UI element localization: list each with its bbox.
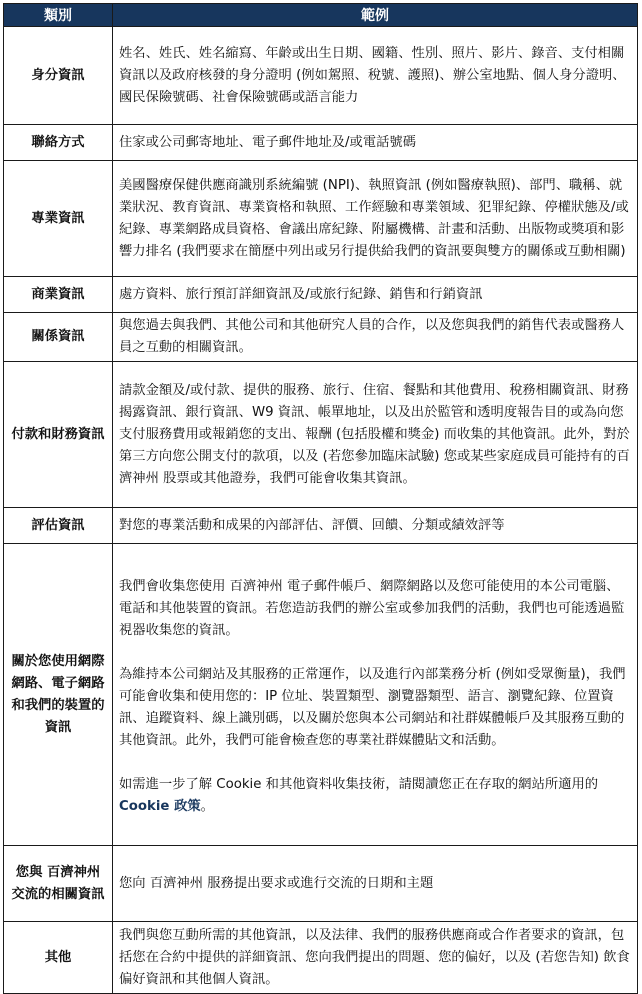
- category-cell: 付款和財務資訊: [4, 362, 113, 508]
- category-cell: 身分資訊: [4, 27, 113, 125]
- category-cell: 商業資訊: [4, 277, 113, 313]
- example-cell: 處方資料、旅行預訂詳細資訊及/或旅行紀錄、銷售和行銷資訊: [113, 277, 638, 313]
- category-cell: 關於您使用網際網路、電子網路和我們的裝置的資訊: [4, 544, 113, 846]
- table-header-row: [4, 4, 638, 27]
- category-cell: 專業資訊: [4, 161, 113, 277]
- table-row: [4, 846, 638, 922]
- category-cell: 聯絡方式: [4, 125, 113, 161]
- device-info-paragraph-1: 我們會收集您使用 百濟神州 電子郵件帳戶、網際網路以及您可能使用的本公司電腦、電話和其他裝置的資訊。若您造訪我們的辦公室或參加我們的活動，我們也可能透過監視器收集您的資訊。: [119, 578, 625, 638]
- category-cell: 評估資訊: [4, 508, 113, 544]
- table-row: [4, 313, 638, 362]
- table-row: [4, 27, 638, 125]
- table-row: [4, 922, 638, 994]
- category-cell: 您與 百濟神州 交流的相關資訊: [4, 846, 113, 922]
- cookie-text-end: 。: [200, 798, 214, 814]
- table-row: [4, 362, 638, 508]
- examples-header: 範例: [113, 4, 638, 27]
- category-header: 類別: [4, 4, 113, 27]
- table-row: [4, 544, 638, 846]
- example-cell: 與您過去與我們、其他公司和其他研究人員的合作，以及您與我們的銷售代表或醫務人員之互動的相關資訊。: [113, 313, 638, 362]
- table-row: [4, 125, 638, 161]
- category-cell: 關係資訊: [4, 313, 113, 362]
- device-info-paragraph-3: [119, 774, 631, 818]
- cookie-policy-link[interactable]: Cookie 政策: [119, 798, 201, 814]
- table-row: [4, 508, 638, 544]
- example-cell: 姓名、姓氏、姓名縮寫、年齡或出生日期、國籍、性別、照片、影片、錄音、支付相關資訊以及政府核發的身分證明 (例如駕照、稅號、護照)、辦公室地點、個人身分證明、國民保險號碼、社會保險號碼或語言能力: [113, 27, 638, 125]
- device-info-paragraph-2: 為維持本公司網站及其服務的正常運作，以及進行內部業務分析 (例如受眾衡量)，我們可能會收集和使用您的：IP 位址、裝置類型、瀏覽器類型、語言、瀏覽紀錄、位置資訊、追蹤資料、線上識別碼，以及關於您與本公司網站和社群媒體帳戶及其服務互動的其他資訊。此外，我們可能會檢查您的專業社群媒體貼文和活動。: [119, 666, 626, 748]
- example-cell: [113, 544, 638, 846]
- table-row: [4, 161, 638, 277]
- example-cell: 請款金額及/或付款、提供的服務、旅行、住宿、餐點和其他費用、稅務相關資訊、財務揭露資訊、銀行資訊、W9 資訊、帳單地址，以及出於監管和透明度報告目的或為向您支付服務費用或報銷您的支出、報酬 (包括股權和獎金) 而收集的其他資訊。此外，對於第三方向您公開支付的款項，以及 (若您參加臨床試驗) 您或某些家庭成員可能持有的百濟神州 股票或其他證券，我們可能會收集其資訊。: [113, 362, 638, 508]
- example-cell: 您向 百濟神州 服務提出要求或進行交流的日期和主題: [113, 846, 638, 922]
- example-cell: 我們與您互動所需的其他資訊，以及法律、我們的服務供應商或合作者要求的資訊，包括您在合約中提供的詳細資訊、您向我們提出的問題、您的偏好，以及 (若您告知) 飲食偏好資訊和其他個人資訊。: [113, 922, 638, 994]
- example-cell: 美國醫療保健供應商識別系統編號 (NPI)、執照資訊 (例如醫療執照)、部門、職稱、就業狀況、教育資訊、專業資格和執照、工作經驗和專業領域、犯罪紀錄、停權狀態及/或紀錄、專業網路成員資格、會議出席紀錄、附屬機構、計畫和活動、出版物或獎項和影響力排名 (我們要求在簡歷中列出或另行提供給我們的資訊要與雙方的關係或互動相關): [113, 161, 638, 277]
- example-cell: 住家或公司郵寄地址、電子郵件地址及/或電話號碼: [113, 125, 638, 161]
- category-cell: 其他: [4, 922, 113, 994]
- table-row: [4, 277, 638, 313]
- personal-info-table: [3, 3, 638, 994]
- example-cell: 對您的專業活動和成果的內部評估、評價、回饋、分類或績效評等: [113, 508, 638, 544]
- cookie-text: 如需進一步了解 Cookie 和其他資料收集技術，請閱讀您正在存取的網站所適用的: [119, 776, 599, 792]
